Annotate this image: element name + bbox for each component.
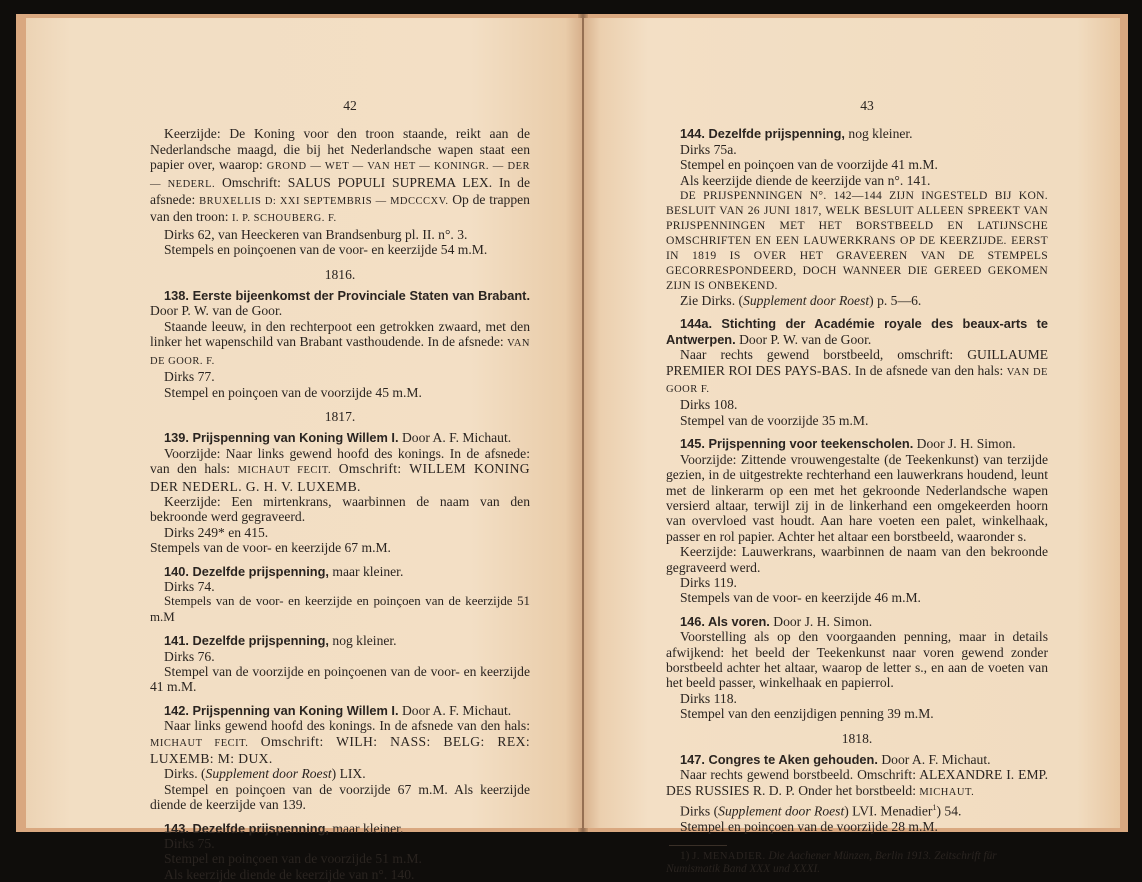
entry-147-dirks: Dirks (Supplement door Roest) LVI. Menadier$^1$) 54. (680, 803, 962, 819)
entry-146-heading: 146. Als voren. Door J. H. Simon. (680, 613, 873, 629)
left-page (26, 18, 582, 882)
entry-146-dirks: Dirks 118. (680, 690, 737, 706)
year-heading: 1816. (324, 266, 356, 282)
page-number-right: 43 (860, 98, 874, 113)
book-spread (16, 14, 1128, 882)
right-text-column (666, 98, 1048, 876)
entry-143-keerzijde: Als keerzijde diende de keerzijde van n°. 140. (164, 866, 415, 882)
entry-138-stempel: Stempel en poinçoen van de voorzijde 45 m.M. (164, 384, 422, 400)
entry-141-stempel: Stempel van de voorzijde en poinçoenen van de voor- en keerzijde 41 m.M. (150, 664, 530, 695)
footnote: 1) J. MENADIER. Die Aachener Münzen, Berlin 1913. Zeitschrift für Numismatik Band XXX und XXXI. (666, 849, 997, 875)
entry-140-stempels: Stempels van de voor- en keerzijde en poinçoen van de keerzijde 51 m.M (150, 594, 530, 624)
entry-139-dirks: Dirks 249* en 415. (164, 524, 269, 540)
entry-145-heading: 145. Prijspenning voor teekenscholen. Door J. H. Simon. (680, 436, 1016, 452)
entry-142-stempel: Stempel en poinçoen van de voorzijde 67 m.M. Als keerzijde diende de keerzijde van 139. (150, 781, 530, 813)
entry-147-heading: 147. Congres te Aken gehouden. Door A. F. Michaut. (680, 752, 991, 767)
entry-145-stempels: Stempels van de voor- en keerzijde 46 m.M. (680, 590, 921, 606)
footnote-rule (669, 845, 727, 846)
left-text-column (150, 98, 530, 882)
entry-144a-dirks: Dirks 108. (680, 397, 738, 413)
entry-144-see: Zie Dirks. (Supplement door Roest) p. 5—6. (680, 293, 922, 309)
year-heading: 1817. (324, 408, 356, 424)
entry-139-keerzijde: Keerzijde: Een mirtenkrans, waarbinnen de naam van den bekroonde werd gegraveerd. (150, 493, 530, 525)
entry-140-dirks: Dirks 74. (164, 578, 215, 594)
entry-144-dirks: Dirks 75a. (680, 141, 737, 157)
year-heading: 1818. (841, 730, 873, 746)
entry-138-heading: 138. Eerste bijeenkomst der Provinciale Staten van Brabant. Door P. W. van de Goor. (150, 288, 530, 319)
entry-146-text: Voorstelling als op den voorgaanden penning, maar in details afwijkend: het beeld der Teekenkunst naar voren gewend zonder borstbeeld achter het altaar, waarop de letter s., en aan de voeten van het beeld passer, winkelhaak en papierrol. (666, 629, 1048, 691)
entry-147-text: Naar rechts gewend borstbeeld. Omschrift: ALEXANDRE I. EMP. DES RUSSIES R. D. P. Onder het borstbeeld: MICHAUT. (666, 767, 1048, 798)
entry-140-heading: 140. Dezelfde prijspenning, maar kleiner. (164, 563, 404, 579)
entry-138-dirks: Dirks 77. (164, 369, 215, 385)
entry-143-dirks: Dirks 75. (164, 836, 215, 852)
entry-146-stempel: Stempel van den eenzijdigen penning 39 m.M. (680, 706, 934, 722)
entry-141-heading: 141. Dezelfde prijspenning, nog kleiner. (164, 633, 397, 649)
entry-145-dirks: Dirks 119. (680, 574, 737, 590)
page-number-left: 42 (343, 98, 357, 113)
entry-141-dirks: Dirks 76. (164, 648, 215, 664)
entry-139-heading: 139. Prijspenning van Koning Willem I. Door A. F. Michaut. (164, 430, 512, 446)
entry-147-stempel: Stempel en poinçoen van de voorzijde 28 m.M. (680, 819, 938, 835)
entry-138-text: Staande leeuw, in den rechterpoot een getrokken zwaard, met den linker het wapenschild van Brabant vasthoudende. In de afsnede: VAN DE GOOR. F. (150, 318, 531, 367)
entry-144-stempel: Stempel en poinçoen van de voorzijde 41 m.M. (680, 157, 938, 173)
entry-145-voorzijde: Voorzijde: Zittende vrouwengestalte (de Teekenkunst) van terzijde gezien, in de uitgestrekte rechterhand een lauwerkrans houdend, leunt met de linkerarm op een met het gekroonde Nederlandsche wapen versierd altaar, terwijl zij in de linkerhand een omgekeerden hoorn van overvloed vast houdt. Aan hare voeten een palet, winkelhaak, passer en rol papier. Achter het altaar een borstbeeld, waaronder s. (666, 451, 1048, 544)
entry-142-heading: 142. Prijspenning van Koning Willem I. Door A. F. Michaut. (164, 702, 512, 718)
entry-143-stempel: Stempel en poinçoen van de voorzijde 51 m.M. (164, 851, 422, 867)
paragraph-keerzijde: Keerzijde: De Koning voor den troon staande, reikt aan de Nederlandsche maagd, die bij het Nederlandsche wapen staat een papier over, waarop: GROND — WET — VAN HET — KONINGR. — DER — NEDERL. Omschrift: SALUS POPULI SUPREMA LEX. In de afsnede: BRUXELLIS D: XXI SEPTEMBRIS — MDCCCXV. Op de trappen van den troon: I. P. SCHOUBERG. F. (150, 126, 530, 225)
entry-142-text: Naar links gewend hoofd des konings. In de afsnede van den hals: MICHAUT FECIT. Omschrift: WILH: NASS: BELG: REX: LUXEMB: M: DUX. (150, 718, 530, 767)
entry-145-keerzijde: Keerzijde: Lauwerkrans, waarbinnen de naam van den bekroonde gegraveerd werd. (666, 544, 1048, 575)
entry-139-stempels: Stempels van de voor- en keerzijde 67 m.M. (150, 540, 391, 556)
entry-144a-heading: 144a. Stichting der Académie royale des beaux-arts te Antwerpen. Door P. W. van de Goor. (666, 316, 1048, 347)
entry-144a-stempel: Stempel van de voorzijde 35 m.M. (680, 412, 869, 428)
entry-144-note: DE PRIJSPENNINGEN N°. 142—144 ZIJN INGESTELD BIJ KON. BESLUIT VAN 26 JUNI 1817, WELK BESLUIT ALLEEN SPREEKT VAN PRIJSPENNINGEN MET HET BORSTBEELD EN LATIJNSCHE OMSCHRIFTEN EN EEN LAUWERKRANS OP DE KEERZIJDE. EERST IN 1819 IS OVER HET GRAVEEREN VAN DE STEMPELS GECORRESPONDEERD, DOCH WANNEER DIE GEREED GEKOMEN ZIJN IS ONBEKEND. (666, 189, 1048, 293)
right-page (584, 18, 1120, 875)
entry-142-dirks: Dirks. (Supplement door Roest) LIX. (164, 766, 366, 782)
entry-144-heading: 144. Dezelfde prijspenning, nog kleiner. (680, 126, 913, 142)
paragraph-dirks: Dirks 62, van Heeckeren van Brandsenburg pl. II. n°. 3. (164, 226, 468, 242)
entry-144a-text: Naar rechts gewend borstbeeld, omschrift: GUILLAUME PREMIER ROI DES PAYS-BAS. In de afsnede van den hals: VAN DE GOOR F. (666, 347, 1048, 396)
paragraph-stempels: Stempels en poinçoenen van de voor- en keerzijde 54 m.M. (164, 242, 488, 258)
entry-144-keerzijde: Als keerzijde diende de keerzijde van n°. 141. (680, 172, 931, 188)
entry-139-voorzijde: Voorzijde: Naar links gewend hoofd des konings. In de afsnede: van den hals: MICHAUT FECIT. Omschrift: WILLEM KONING DER NEDERL. G. H. V. LUXEMB. (150, 445, 530, 494)
entry-143-heading: 143. Dezelfde prijspenning, maar kleiner. (164, 820, 404, 836)
